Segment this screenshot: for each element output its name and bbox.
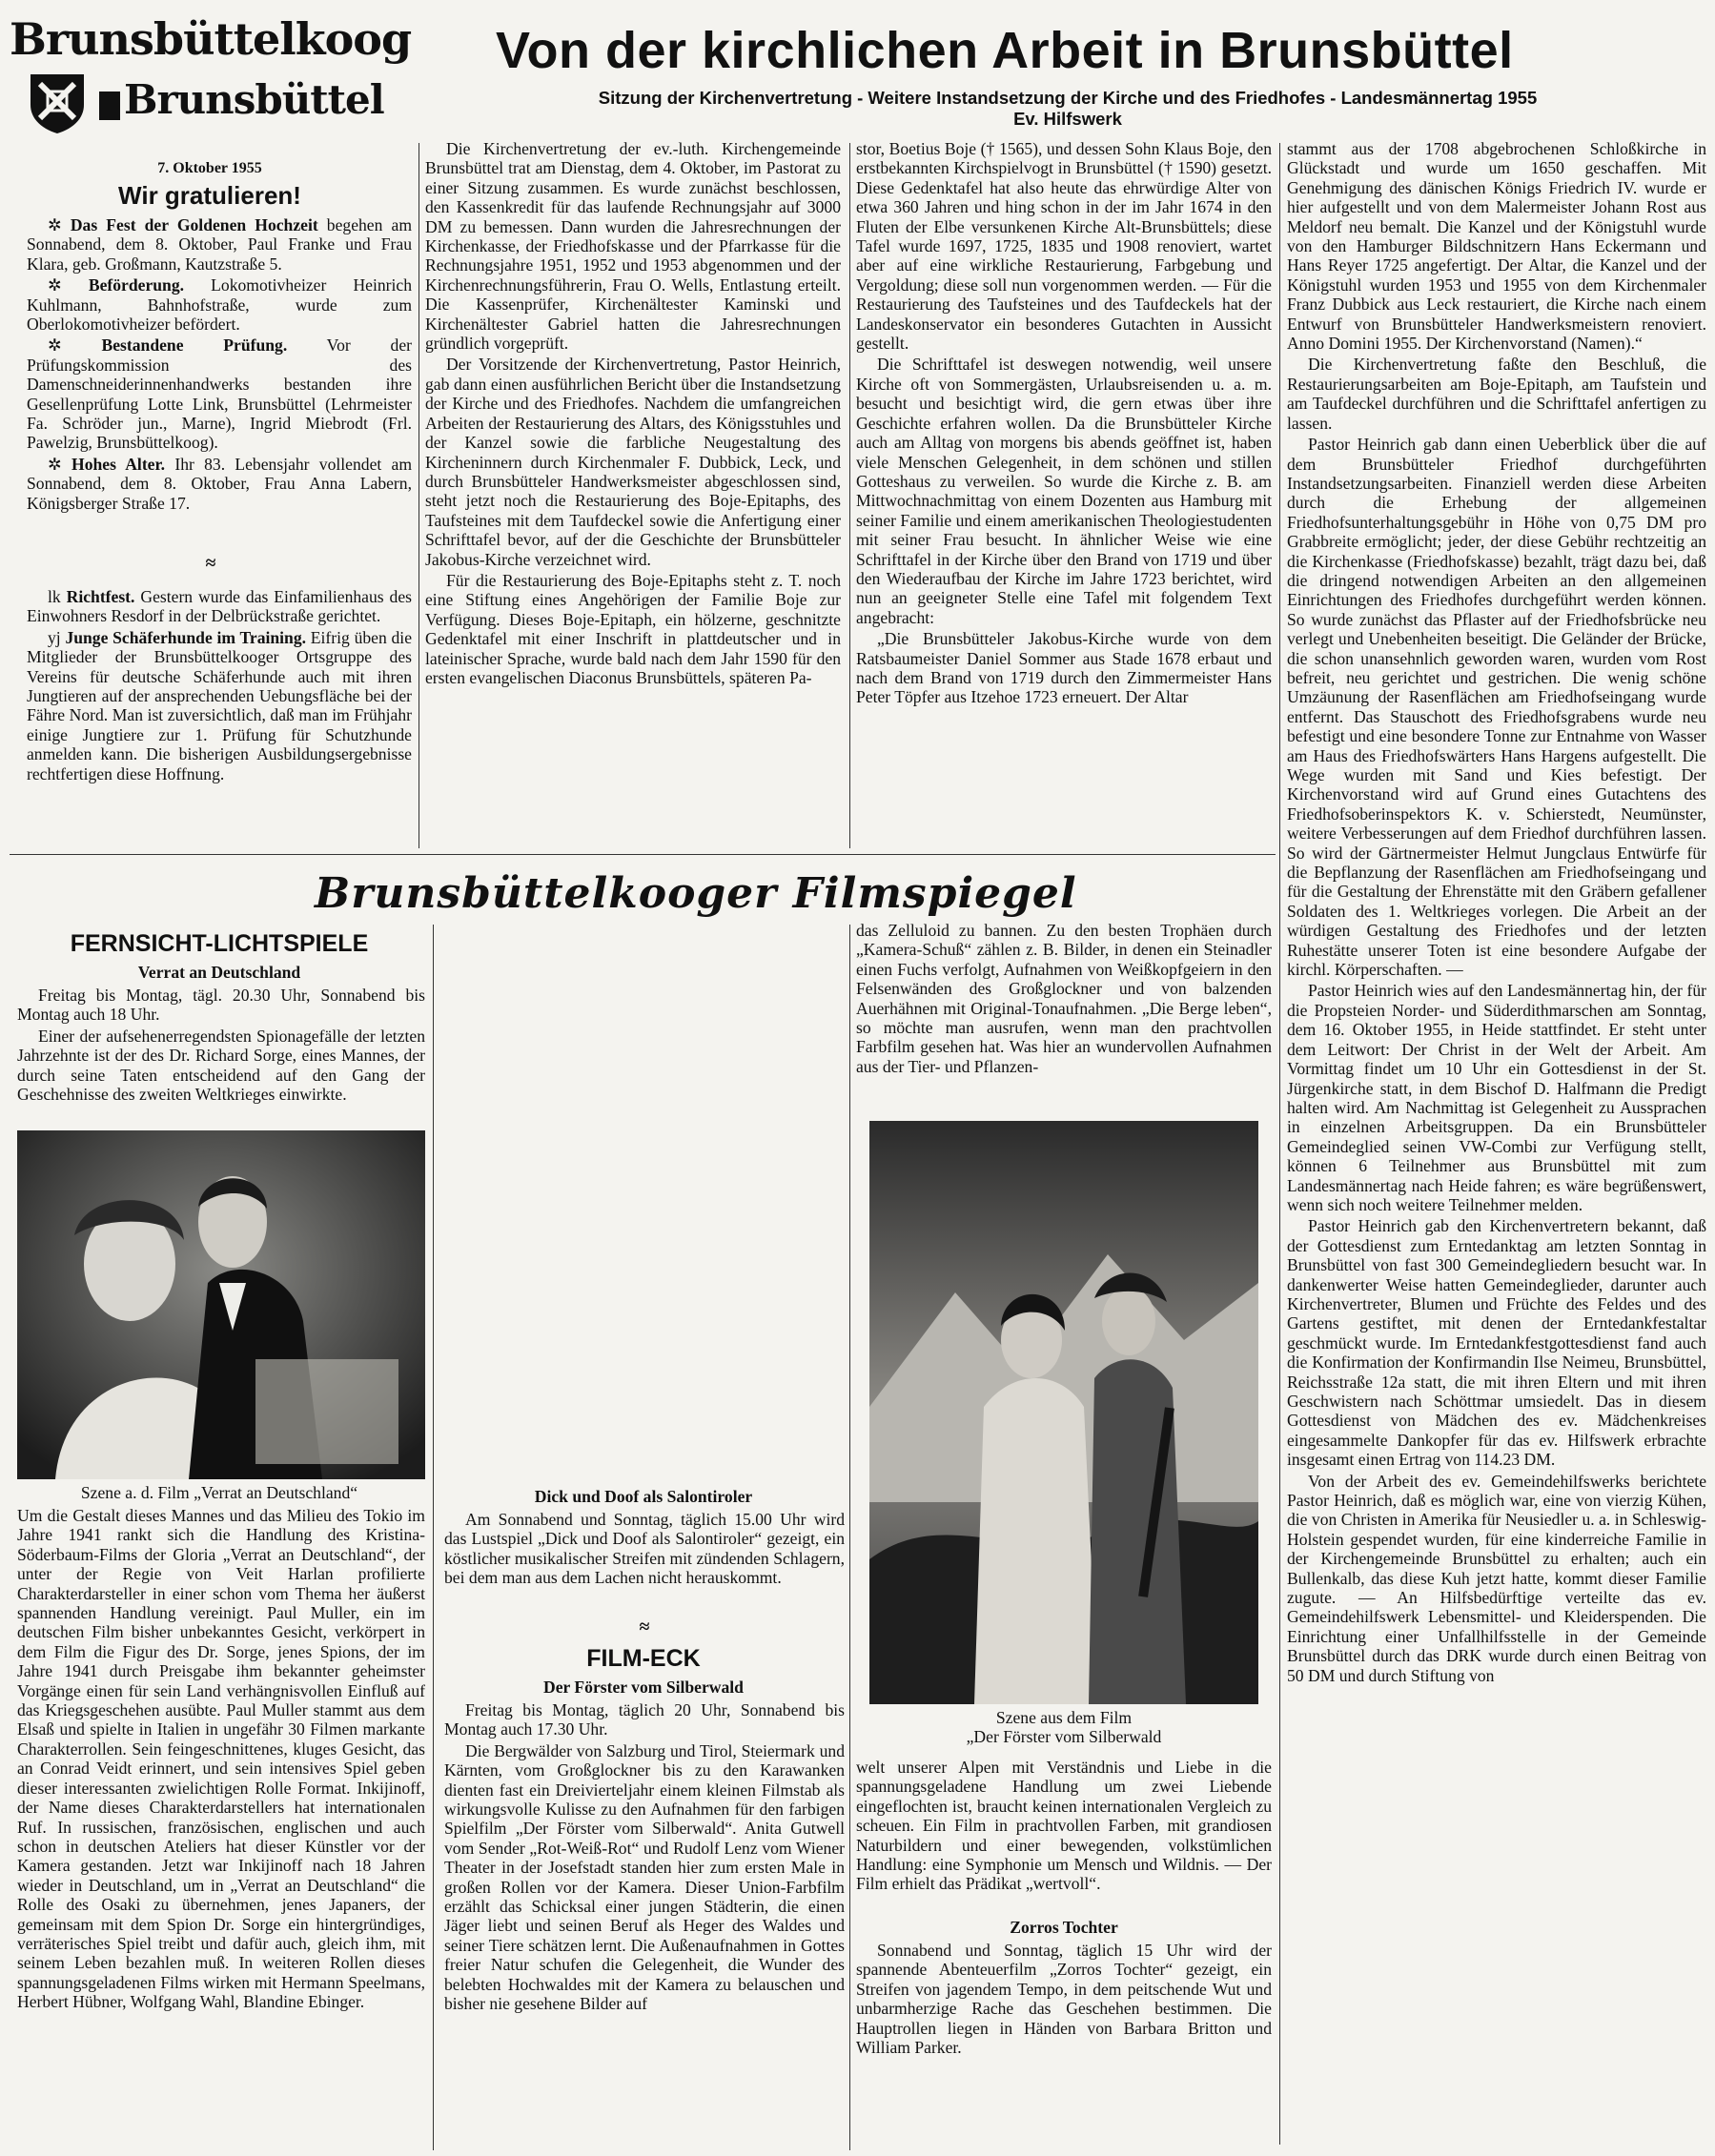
foerster-photo-caption: Szene aus dem Film „Der Förster vom Silberwald (966, 1708, 1162, 1747)
masthead-line1: Brunsbüttelkoog (10, 13, 412, 65)
article-subheadline-2: Ev. Hilfswerk (1013, 109, 1122, 129)
masthead-date: 7. Oktober 1955 (157, 160, 262, 176)
filmspiegel-heading: Brunsbüttelkooger Filmspiegel (315, 869, 1077, 918)
foerster-film-photo (869, 1121, 1258, 1704)
zorro-title: Zorros Tochter (1010, 1918, 1118, 1937)
column-rule (849, 925, 850, 2150)
gratulation-title: Wir gratulieren! (118, 181, 301, 210)
dick-doof-body: Am Sonnabend und Sonntag, täglich 15.00 Uhr wird das Lustspiel „Dick und Doof als Salontiroler“ gezeigt, ein köstlicher musikalischer Streifen mit zündenden Schlagern, bei dem man aus dem Lachen nicht herauskommt. (444, 1510, 845, 1588)
verrat-intro: Freitag bis Montag, tägl. 20.30 Uhr, Sonnabend bis Montag auch 18 Uhr. Einer der aufsehenerregendsten Spionagefälle der letzten Jahrzehnte ist der des Dr. Richard Sorge, eines Mannes, der durch seine Taten entscheidend auf den Gang der Geschehnisse des zweiten Weltkrieges einwirkte. (17, 986, 425, 1105)
gratulation-item: ✲ Das Fest der Goldenen Hochzeit begehen am Sonnabend, dem 8. Oktober, Paul Franke und Frau Klara, geb. Großmann, Kautzstraße 5. (27, 215, 412, 274)
column-rule (849, 143, 850, 848)
zorro-body: Sonnabend und Sonntag, täglich 15 Uhr wird der spannende Abenteuerfilm „Zorros Tochter“ gezeigt, ein Streifen von jagendem Tempo, in dem peitschende Wut und unbarmherzige Rache das Geschehen bestimmen. Die Hauptrollen liegen in Händen von Barbara Britton und William Parker. (856, 1941, 1272, 2058)
article-column-2: stor, Boetius Boje († 1565), und dessen Sohn Klaus Boje, den erstbekannten Kirchspielvogt in Brunsbüttel († 1590) gesetzt. Diese Gedenktafel hat also heute das ehrwürdige Alter von etwa 360 Jahren und hing schon in der im Jahr 1674 in den Fluten der Elbe versunkenen Kirche Alt-Brunsbüttels; diese Tafel wurde 1697, 1725, 1835 und 1908 renoviert, wartet aber auf eine wirkliche Restaurierung, Farbgebung und Vergoldung; diese soll nun vorgenommen werden. — Für die Restaurierung des Taufsteines und des Taufdeckels hat der Landeskonservator ein besonderes Gutachten in Aussicht gestellt. Die Schrifttafel ist deswegen notwendig, weil unsere Kirche oft von Sommergästen, Urlaubsreisenden u. a. m. besucht und besichtigt wird, die gern etwas über ihre Geschichte erfahren wollen. Da die Brunsbütteler Kirche auch am Alltag von morgens bis abends geöffnet ist, haben viele Menschen Gelegenheit, in dem schönen und stillen Gotteshaus zu verweilen. So wurde die Kirche z. B. am Mittwochnachmittag von einem Dozenten aus Hamburg mit seiner Familie und einem amerikanischen Theologiestudenten mit seiner Frau besucht. In ähnlicher Weise wie eine Schrifttafel in der Kirche über den Brand von 1719 und über den Wiederaufbau der Kirche im Jahre 1723 berichtet, wird nun an geeigneter Stelle eine Tafel mit folgendem Text angebracht: „Die Brunsbütteler Jakobus-Kirche wurde von dem Ratsbaumeister Daniel Sommer aus Stade 1678 erbaut und nach dem Brand von 1719 durch den Zimmermeister Hans Peter Töpfer aus Itzehoe 1723 erneuert. Der Altar (856, 139, 1272, 707)
article-headline: Von der kirchlichen Arbeit in Brunsbüttel (496, 22, 1514, 79)
separator-ornament: ≈ (205, 553, 214, 574)
news-item: yj Junge Schäferhunde im Training. Eifrig üben die Mitglieder der Brunsbüttelkooger Ortsgruppe des Vereins für deutsche Schäferhunde auch mit ihren Jungtieren auf der ansprechenden Uebungsfläche bei der Fähre Nord. Man ist zuversichtlich, daß man im Frühjahr einige Jungtiere zur 1. Prüfung für Schutzhunde anmelden kann. Die bisherigen Ausbildungsergebnisse rechtfertigen diese Hoffnung. (27, 627, 412, 783)
gratulation-list (27, 215, 412, 549)
foerster-continued-top: das Zelluloid zu bannen. Zu den besten Trophäen durch „Kamera-Schuß“ zählen z. B. Bilder, in denen ein Steinadler einen Fuchs verfolgt, Aufnahmen von Weißkopfgeiern in den Felsenwänden des Großglockner und von balzenden Auerhähnen mit Original-Tonaufnahmen. „Die Berge leben“, so möchte man ausrufen, wenn man den prachtvollen Farbfilm gesehen hat. Was hier an wundervollen Aufnahmen aus der Tier- und Pflanzen- (856, 921, 1272, 1076)
article-column-1: Die Kirchenvertretung der ev.-luth. Kirchengemeinde Brunsbüttel trat am Dienstag, dem 4. Oktober, im Pastorat zu einer Sitzung zusammen. Es wurde zunächst beschlossen, den Kassenkredit für das laufende Rechnungsjahr auf 3000 DM zu bemessen. Dann wurden die Jahresrechnungen der Kirchenkasse, der Friedhofskasse und der Pfarrkasse für die Rechnungsjahre 1951, 1952 und 1953 abgenommen und der Kirchenrechnungsführerin, Frau O. Wells, Entlastung erteilt. Die Kassenprüfer, Kirchenältester Kaminski und Kirchenältester Gabriel hatten die Jahresrechnungen gründlich vorgeprüft. Der Vorsitzende der Kirchenvertretung, Pastor Heinrich, gab dann einen ausführlichen Bericht über die Instandsetzung der Kirche und des Friedhofes. Nachdem die umfangreichen Arbeiten der Restaurierung des Altars, des Königsstuhles und der Kanzel sowie die farbliche Neugestaltung des Kircheninnern durch Kirchenmaler F. Dubbick, Leck, und durch Brunsbütteler Handwerksmeister abgeschlossen sind, steht jetzt noch die Restaurierung des Boje-Epitaphs, des Taufsteines mit dem Taufdeckel sowie die Anfertigung einer Schrifttafel bevor, auf der die Geschichte der Brunsbütteler Jakobus-Kirche verzeichnet wird. Für die Restaurierung des Boje-Epitaphs steht z. T. noch eine Stiftung eines Angehörigen der Familie Boje zur Verfügung. Dieses Boje-Epitaph, ein hölzerne, geschnitzte Gedenktafel mit einer Inschrift in plattdeutscher und in lateinischer Sprache, wurde bald nach dem Jahr 1590 für den ersten evangelischen Diaconus Brunsbüttels, späteren Pa- (425, 139, 841, 687)
news-item: lk Richtfest. Gestern wurde das Einfamilienhaus des Einwohners Resdorf in der Delbrückstraße gerichtet. (27, 587, 412, 626)
foerster-body: Freitag bis Montag, täglich 20 Uhr, Sonnabend bis Montag auch 17.30 Uhr. Die Bergwälder von Salzburg und Tirol, Steiermark und Kärnten, vom Großglockner bis zu den Karawanken dienten fast ein Dreivierteljahr einem kleinen Filmstab als wirkungsvolle Kulisse zu den Aufnahmen für den farbigen Spielfilm „Der Förster vom Silberwald“. Anita Gutwell vom Sender „Rot-Weiß-Rot“ und Rudolf Lenz vom Wiener Theater in der Josefstadt standen hier zum ersten Male in großen Rollen vor der Kamera. Dieser Union-Farbfilm erzählt das Schicksal einer jungen Städterin, die einen Jäger liebt und seinen Beruf als Heger des Waldes und seiner Tiere schätzen lernt. Die Außenaufnahmen in Gottes freier Natur schufen die Gelegenheit, die Wunder des belebten Hochwaldes mit der Kamera zu belauschen und bisher nie gesehene Bilder auf (444, 1700, 845, 2014)
gratulation-item: ✲ Hohes Alter. Ihr 83. Lebensjahr vollendet am Sonnabend, dem 8. Oktober, Frau Anna Labern, Königsberger Straße 17. (27, 454, 412, 513)
local-news (27, 587, 412, 825)
coat-of-arms-icon (27, 71, 95, 143)
verrat-photo-caption: Szene a. d. Film „Verrat an Deutschland“ (80, 1483, 358, 1502)
dick-doof-title: Dick und Doof als Salontiroler (534, 1487, 753, 1506)
article-subheadline: Sitzung der Kirchenvertretung - Weitere Instandsetzung der Kirche und des Friedhofes - Landesmännertag 1955 (598, 88, 1538, 108)
gratulation-item: ✲ Beförderung. Lokomotivheizer Heinrich Kuhlmann, Bahnhofstraße, wurde zum Oberlokomotivheizer befördert. (27, 275, 412, 335)
film-eck-title: FILM-ECK (586, 1645, 701, 1672)
foerster-film-title: Der Förster vom Silberwald (543, 1678, 744, 1697)
separator-ornament: ≈ (639, 1617, 648, 1637)
masthead-line2: Brunsbüttel (124, 76, 384, 123)
fernsicht-title: FERNSICHT-LICHTSPIELE (70, 930, 369, 957)
verrat-film-title: Verrat an Deutschland (137, 963, 301, 982)
masthead-ornament (99, 92, 120, 120)
verrat-body: Um die Gestalt dieses Mannes und das Milieu des Tokio im Jahre 1941 rankt sich die Handlung des Kristina-Söderbaum-Films der Gloria „Verrat an Deutschland“, der unter der Regie von Veit Harlan profilierte Charakterdarsteller in einer schon vom Thema her äußerst spannenden Handlung vereinigt. Paul Muller, ein im deutschen Film bisher unbekanntes Gesicht, verkörpert in dem Film die Figur des Dr. Sorge, jenes Spions, der im Jahre 1941 durch Preisgabe ihm bekannter geheimster Vorgänge einen für sein Land verhängnisvollen Einfluß auf das Kriegsgeschehen ausübte. Paul Muller stammt aus dem Elsaß und spielte in Italien in ungefähr 30 Filmen markante Charakterrollen. Sein feingeschnittenes, kluges Gesicht, das an Conrad Veidt erinnert, und sein intensives Spiel geben dieser interessanten zwielichtigen Rolle Format. Inkijinoff, der Name dieses Charakterdarstellers hat internationalen Ruf. In russischen, französischen, englischen und auch schon in deutschen Ateliers hat dieser Künstler vor der Kamera gestanden. Jetzt war Inkijinoff nach 18 Jahren wieder in Deutschland, um in „Verrat an Deutschland“ die Rolle des Osaki zu übernehmen, jenes Japaners, der gemeinsam mit dem Spion Dr. Sorge ein hintergründiges, verräterisches Spiel treibt und dafür auch, gleich ihm, mit seinem Leben bezahlen muß. In weiteren Rollen dieses spannungsgeladenen Films wirken mit Hermann Speelmans, Herbert Hübner, Wolfgang Wahl, Blandine Ebinger. (17, 1506, 425, 2012)
column-rule (1279, 143, 1280, 2145)
gratulation-item: ✲ Bestandene Prüfung. Vor der Prüfungskommission des Damenschneiderinnenhandwerks bestanden ihre Gesellenprüfung Lotte Link, Brunsbüttel (Lehrmeister Fa. Schröder jun., Marne), Ingrid Miebrodt (Frl. Pawelzig, Brunsbüttelkoog). (27, 336, 412, 453)
article-column-3: stammt aus der 1708 abgebrochenen Schloßkirche in Glückstadt und wurde um 1650 geschaffen. Mit Genehmigung des dänischen Königs Friedrich IV. wurde er hier aufgestellt und von dem Malermeister Johann Rost aus Meldorf neu bemalt. Die Kanzel und der Königstuhl wurde von den Hamburger Bildschnitzern Hans Eckermann und Hans Reyer 1725 angefertigt. Der Altar, die Kanzel und der Königstuhl wurden 1953 und 1955 von dem Kirchenmaler Franz Dubbick aus Leck restauriert, die Kirche nach einem Entwurf von Brunsbütteler Handwerksmeistern renoviert. Anno Domini 1955. Der Kirchenvorstand (Namen).“ Die Kirchenvertretung faßte den Beschluß, die Restaurierungsarbeiten am Boje-Epitaph, am Taufstein und am Taufdeckel durchführen und die Schrifttafel anfertigen zu lassen. Pastor Heinrich gab dann einen Ueberblick über die auf dem Brunsbütteler Friedhof durchgeführten Instandsetzungsarbeiten. Finanziell werden diese Arbeiten durch die Erhebung der allgemeinen Friedhofsunterhaltungsgebühr in Höhe von 0,75 DM pro Grabbreite ermöglicht; jeder, der diese Gebühr rechtzeitig an die Kirchenkasse (Friedhofskasse) bezahlt, trägt dazu bei, daß die dringend notwendigen Arbeiten an den allgemeinen Einrichtungen des Friedhofes durchgeführt werden können. So wurde zunächst das Pflaster auf der Friedhofsbrücke neu verlegt und Unebenheiten beseitigt. Die Geländer der Brücke, die schon unansehnlich geworden waren, wurden vom Rost befreit, neu gerichtet und gestrichen. Die wenig schöne Umzäunung der Rasenflächen am Friedhofseingang wurde entfernt. Das Stauschott des Friedhofsgrabens wurde neu befestigt und eine besondere Tonne zur Entnahme von Wasser am Haus des Friedhofswärters Hans Hargens aufgestellt. Die Wege wurden mit Sand und Kies befestigt. Der Kirchenvorstand wird auf Grund eines Gutachtens des Friedhofsoberinspektors K. v. Schierstedt, Neumünster, weitere Verbesserungen auf dem Friedhof durchführen lassen. So wird der Gärtnermeister Helmut Jungclaus Entwürfe für die Bepflanzung der Rasenflächen am Friedhofseingang und für die Gestaltung der Ehrenstätte mit den Gräbern gefallener Soldaten des 1. Weltkrieges vorlegen. Die Arbeit an der würdigen Gestaltung des Friedhofes und der letzten Ruhestätte unserer Toten ist eine besondere Aufgabe der kirchl. Körperschaften. — Pastor Heinrich wies auf den Landesmännertag hin, der für die Propsteien Norder- und Süderdithmarschen am Sonntag, dem 16. Oktober 1955, in Heide stattfindet. Er steht unter dem Leitwort: Der Christ in der Welt der Arbeit. Am Vormittag findet um 10 Uhr ein Gottesdienst in der St. Jürgenkirche statt, in dem Bischof D. Halfmann die Predigt halten wird. Am Nachmittag ist Gelegenheit zu Aussprachen in einzelnen Arbeitsgruppen. Da ein Brunsbütteler Gemeindeglied seinen VW-Combi zur Verfügung stellt, können 6 Teilnehmer aus Brunsbüttel mit zum Landesmännertag nach Heide fahren; es wäre begrüßenswert, wenn sich noch weitere Teilnehmer melden. Pastor Heinrich gab den Kirchenvertretern bekannt, daß der Gottesdienst zum Erntedanktag am letzten Sonntag in Brunsbüttel von fast 300 Gemeindegliedern besucht war. In dankenwerter Weise hatten Gemeindeglieder, darunter auch Kirchenvertreter, Blumen und Früchte des Feldes und des Gartens gestiftet, mit denen der Erntedankfestaltar geschmückt wurde. Im Erntedankfestgottesdienst fand auch die Konfirmation der Konfirmandin Ilse Neimeu, Brunsbüttel, Reichsstraße 12a statt, die mit ihren Eltern und mit ihren Geschwistern nach Schöttmar umsiedelt. Das in diesem Gottesdienst von Mädchen des ev. Mädchenkreises eingesammelte Dankopfer für das ev. Hilfswerk erbrachte insgesamt einen Ertrag von 114.23 DM. Von der Arbeit des ev. Gemeindehilfswerks berichtete Pastor Heinrich, daß es möglich war, eine von vierzig Kühen, die von Christen in Amerika für Neusiedler u. a. in Schleswig-Holstein gespendet wurden, für eine kinderreiche Familie in der Kirchengemeinde Brunsbüttel zu erhalten; auch ein Bullenkalb, das diese Kuh jetzt hatte, kommt dieser Familie zugute. — An Hilfsbedürftige verteilte das ev. Gemeindehilfswerk Lebensmittel- und Kleiderspenden. Die Einrichtung einer Unfallhilfsstelle in der Gemeinde Brunsbüttel durch das DRK wurde durch einen Beitrag von 50 DM und durch Stiftung von (1287, 139, 1706, 1685)
verrat-film-photo (17, 1130, 425, 1479)
column-rule (433, 925, 434, 2150)
foerster-continued-bottom: welt unserer Alpen mit Verständnis und Liebe in die spannungsgeladene Handlung um zwei Liebende eingeflochten ist, braucht keinen internationalen Vergleich zu scheuen. Ein Film in prachtvollen Farben, mit grandiosen Naturbildern und einer bewegenden, volkstümlichen Handlung: eine Symphonie um Mensch und Wildnis. — Der Film erhielt das Prädikat „wertvoll“. (856, 1758, 1272, 1894)
section-rule (10, 854, 1276, 855)
